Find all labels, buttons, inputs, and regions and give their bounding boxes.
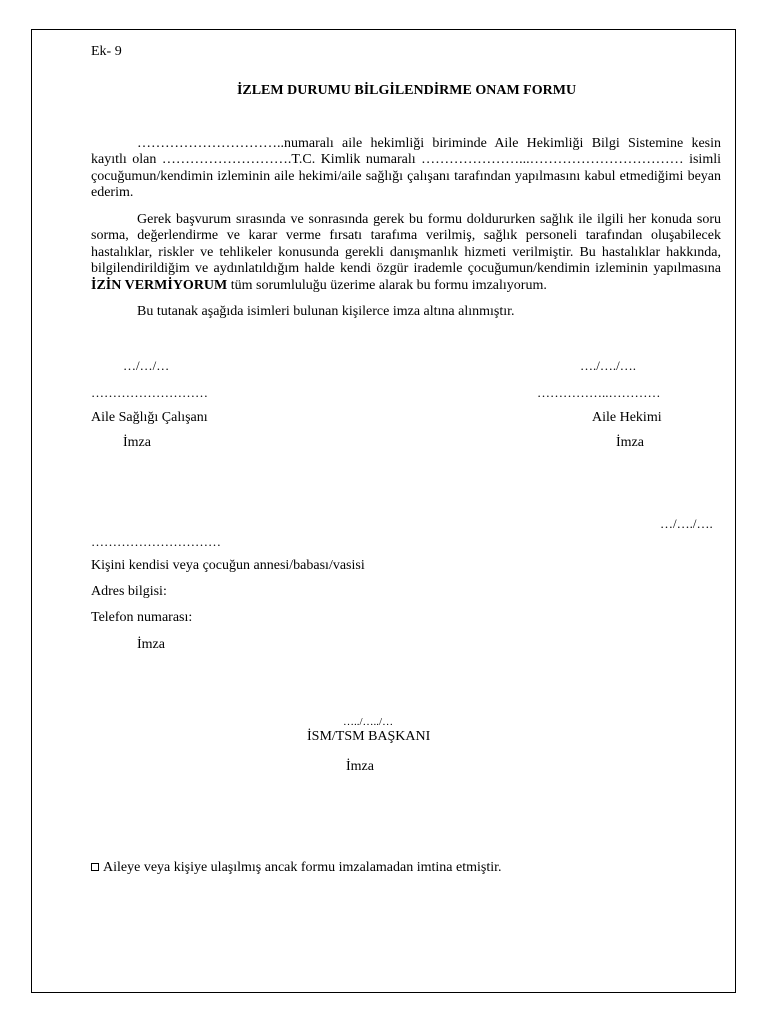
right-role: Aile Hekimi — [592, 410, 662, 425]
left-date: …/…/… — [123, 358, 170, 373]
refusal-note-text: Aileye veya kişiye ulaşılmış ancak formu imzalamadan imtina etmiştir. — [103, 860, 502, 875]
consent-text-before: Gerek başvurum sırasında ve sonrasında gerek bu formu doldururken sağlık ile ilgili her konuda soru sorma, değerlendirme ve karar verme fırsatı tarafıma verilmiş, sağlık personeli tarafından oluşabilecek hastalıklar, riskler ve tehlikeler konusunda gerekli danışmanlık hizmeti verilmiştir. Bu hastalıklar hakkında, bilgilendirildiğim ve aydınlatıldığım halde kendi özgür irademle çocuğumun/kendimin izleminin yapılmasına — [91, 212, 721, 277]
paragraph-declaration: …………………………..numaralı aile hekimliği biriminde Aile Hekimliği Bilgi Sistemine kesin kayıtlı olan ……………………….T.C. Kimlik numaralı …………………...…………………………… isimli çocuğumun/kendimin izleminin aile hekimi/aile sağlığı çalışanı tarafından yapılmasını kabul etmediğimi beyan ederim. — [91, 136, 721, 201]
ism-signature-label: İmza — [346, 759, 374, 774]
refusal-checkbox[interactable] — [91, 863, 99, 871]
phone-label: Telefon numarası: — [91, 610, 193, 625]
refusal-note — [91, 860, 502, 876]
person-name-line: ………………………… — [91, 534, 221, 549]
paragraph-consent — [91, 212, 721, 294]
right-signature-label: İmza — [616, 435, 644, 450]
left-role: Aile Sağlığı Çalışanı — [91, 410, 208, 425]
address-label: Adres bilgisi: — [91, 584, 167, 599]
left-name-line: ……………………… — [91, 385, 208, 400]
person-relation: Kişini kendisi veya çocuğun annesi/babası/vasisi — [91, 558, 365, 573]
consent-text-after: tüm sorumluluğu üzerime alarak bu formu imzalıyorum. — [227, 277, 547, 293]
consent-emphasis: İZİN VERMİYORUM — [91, 277, 228, 293]
left-signature-label: İmza — [123, 435, 151, 450]
right-name-line: ……………..………… — [537, 385, 661, 400]
person-signature-label: İmza — [137, 637, 165, 652]
paragraph-witness: Bu tutanak aşağıda isimleri bulunan kişilerce imza altına alınmıştır. — [137, 304, 515, 319]
form-title: İZLEM DURUMU BİLGİLENDİRME ONAM FORMU — [236, 83, 577, 98]
annex-label: Ek- 9 — [91, 44, 122, 59]
right-date: …./…./…. — [580, 358, 636, 373]
person-date: …/…./…. — [660, 516, 713, 531]
ism-date: …../…../… — [343, 716, 394, 728]
ism-title: İSM/TSM BAŞKANI — [307, 729, 431, 744]
